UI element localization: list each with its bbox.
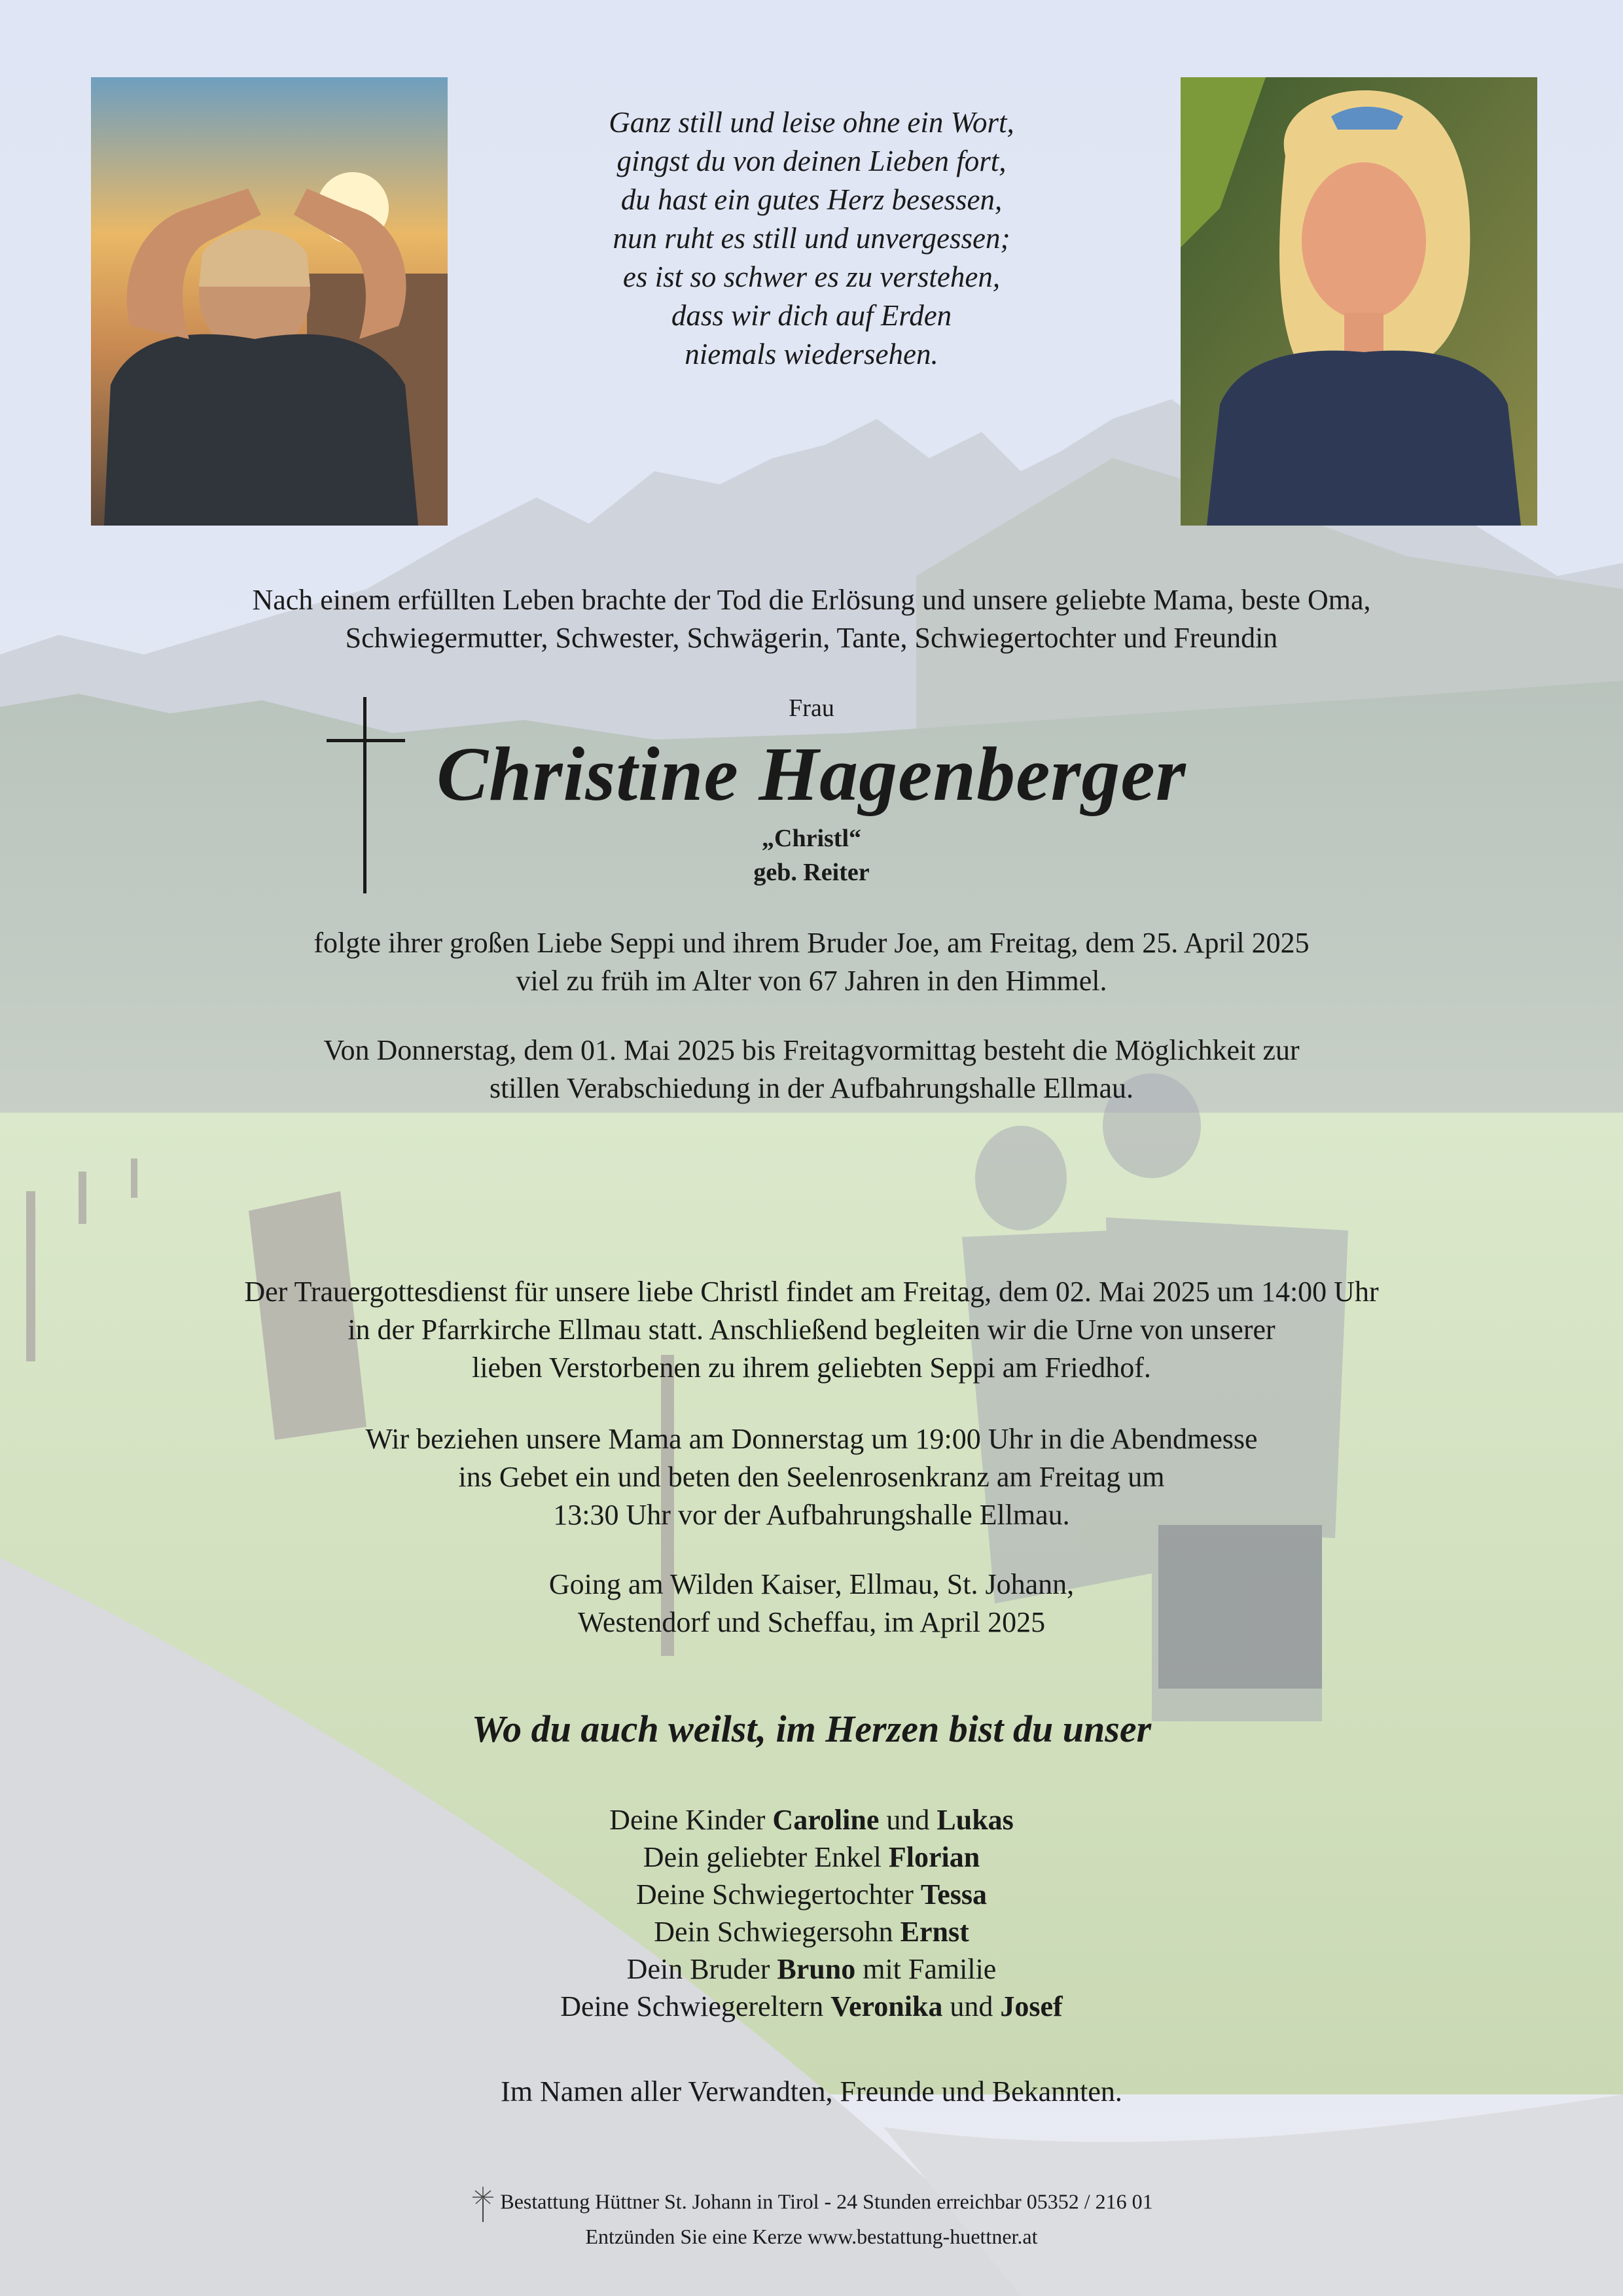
footer (0, 2184, 1623, 2250)
poem-line: nun ruht es still und unvergessen; (613, 222, 1010, 255)
salutation: Frau (789, 694, 834, 722)
poem (458, 103, 1165, 374)
dil-prefix: Deine Schwiegertochter (635, 1878, 914, 1910)
inlaw-name: Veronika (830, 1990, 943, 2022)
death-line-1: folgte ihrer großen Liebe Seppi und ihrem Bruder Joe, am Freitag, dem 25. April 2025 (313, 927, 1310, 959)
family-line-parents-in-law (0, 1988, 1623, 2025)
prayer-line-3: 13:30 Uhr vor der Aufbahrungshalle Ellmau. (553, 1499, 1070, 1531)
place-date (0, 1566, 1623, 1641)
motto: Wo du auch weilst, im Herzen bist du unser (471, 1708, 1152, 1750)
family-line-children (0, 1801, 1623, 1839)
place-line-2: Westendorf und Scheffau, im April 2025 (577, 1606, 1046, 1638)
family-line-son-in-law (0, 1913, 1623, 1950)
family-line-daughter-in-law (0, 1876, 1623, 1913)
closing-line: Im Namen aller Verwandten, Freunde und Bekannten. (501, 2075, 1122, 2108)
dandelion-icon (470, 2184, 496, 2223)
children-prefix: Deine Kinder (609, 1804, 766, 1836)
brother-prefix: Dein Bruder (626, 1953, 770, 1985)
deceased-nickname: „Christl“ (762, 825, 861, 852)
inlaws-prefix: Deine Schwiegereltern (560, 1990, 824, 2022)
sil-name: Ernst (900, 1916, 969, 1948)
brother-suffix: mit Familie (863, 1953, 997, 1985)
viewing-line-1: Von Donnerstag, dem 01. Mai 2025 bis Freitagvormittag besteht die Möglichkeit zur (323, 1034, 1300, 1066)
poem-line: gingst du von deinen Lieben fort, (616, 145, 1007, 177)
inlaw-name: Josef (1000, 1990, 1063, 2022)
family-list (0, 1801, 1623, 2025)
place-line-1: Going am Wilden Kaiser, Ellmau, St. Johann, (548, 1568, 1075, 1600)
intro-line-1: Nach einem erfüllten Leben brachte der Tod die Erlösung und unsere geliebte Mama, beste Oma, (252, 584, 1371, 616)
grandchild-name: Florian (888, 1841, 980, 1873)
sil-prefix: Dein Schwiegersohn (654, 1916, 893, 1948)
poem-line: Ganz still und leise ohne ein Wort, (609, 106, 1014, 139)
poem-line: es ist so schwer es zu verstehen, (622, 260, 1001, 293)
poem-line: dass wir dich auf Erden (671, 299, 952, 332)
deceased-name: Christine Hagenberger (437, 731, 1186, 817)
family-line-brother (0, 1950, 1623, 1988)
footer-line-1: Bestattung Hüttner St. Johann in Tirol - 24 Stunden erreichbar 05352 / 216 01 (500, 2189, 1153, 2214)
brother-name: Bruno (777, 1953, 856, 1985)
child-name: Lukas (936, 1804, 1014, 1836)
death-notice (0, 924, 1623, 1000)
footer-line-2[interactable]: Entzünden Sie eine Kerze www.bestattung-huettner.at (585, 2225, 1038, 2248)
conjunction: und (886, 1804, 930, 1836)
dil-name: Tessa (920, 1878, 988, 1910)
service-line-1: Der Trauergottesdienst für unsere liebe Christl findet am Freitag, dem 02. Mai 2025 um 14:00 Uhr (244, 1276, 1379, 1308)
intro-text (0, 581, 1623, 657)
footer-line-1-wrap (0, 2184, 1623, 2223)
poem-line: niemals wiedersehen. (685, 338, 938, 370)
deceased-nickname-block (0, 821, 1623, 889)
prayer-notice (0, 1420, 1623, 1534)
service-notice (0, 1273, 1623, 1387)
conjunction: und (950, 1990, 993, 2022)
service-line-3: lieben Verstorbenen zu ihrem geliebten Seppi am Friedhof. (472, 1352, 1151, 1384)
prayer-line-2: ins Gebet ein und beten den Seelenrosenkranz am Freitag um (458, 1461, 1165, 1493)
birth-name: geb. Reiter (753, 859, 870, 886)
child-name: Caroline (772, 1804, 880, 1836)
intro-line-2: Schwiegermutter, Schwester, Schwägerin, Tante, Schwiegertochter und Freundin (345, 622, 1278, 654)
prayer-line-1: Wir beziehen unsere Mama am Donnerstag um 19:00 Uhr in die Abendmesse (365, 1423, 1258, 1455)
portrait-photo-right (1181, 77, 1537, 526)
viewing-line-2: stillen Verabschiedung in der Aufbahrungshalle Ellmau. (489, 1072, 1134, 1104)
death-line-2: viel zu früh im Alter von 67 Jahren in den Himmel. (516, 965, 1107, 997)
service-line-2: in der Pfarrkirche Ellmau statt. Anschließend begleiten wir die Urne von unserer (348, 1314, 1275, 1346)
poem-line: du hast ein gutes Herz besessen, (620, 183, 1003, 216)
grandchild-prefix: Dein geliebter Enkel (643, 1841, 882, 1873)
viewing-notice (0, 1031, 1623, 1107)
family-line-grandchild (0, 1839, 1623, 1876)
portrait-photo-left (91, 77, 448, 526)
